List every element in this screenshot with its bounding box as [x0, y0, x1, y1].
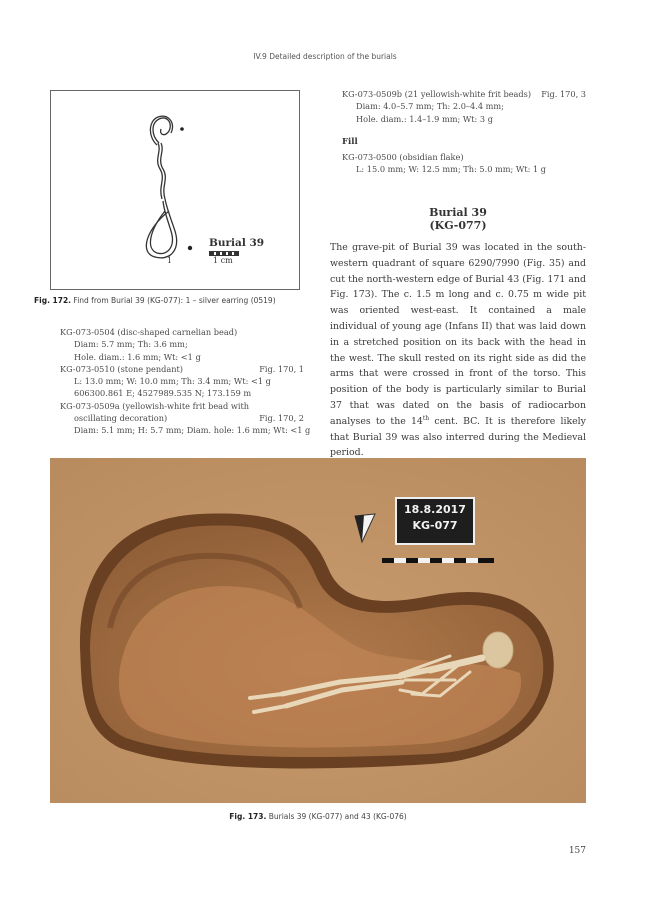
burial-heading-code: (KG-077)	[429, 219, 487, 232]
superscript: th	[422, 414, 430, 422]
left-catalogue	[60, 326, 311, 437]
figure-reference: Fig. 170, 3	[541, 89, 586, 99]
catalogue-entry-title: KG-073-0509b (21 yellowish-white frit beads)	[342, 89, 532, 99]
scale-label: 1 cm	[213, 256, 233, 265]
item-number: 1	[167, 256, 173, 265]
figure-172-caption	[34, 296, 324, 305]
catalogue-entry-head	[60, 363, 304, 375]
catalogue-entry-line	[60, 412, 304, 424]
burial-heading	[330, 206, 586, 232]
catalogue-entry-head: KG-073-0500 (obsidian flake)	[342, 152, 464, 163]
drawing-title: Burial 39	[209, 237, 265, 249]
catalogue-entry-line: Hole. diam.: 1.4–1.9 mm; Wt: 3 g	[356, 113, 493, 124]
figure-173-photo	[50, 458, 586, 803]
figure-172-label: Fig. 172.	[34, 296, 72, 305]
paragraph-1	[330, 240, 586, 461]
catalogue-entry-line: 606300.861 E; 4527989.535 N; 173.159 m	[74, 388, 252, 399]
excavation-photo	[50, 458, 586, 803]
paragraph-1-part-b: cent. BC. It is therefore likely that Burial 39 was also interred during the Medieval period.	[330, 415, 586, 459]
photo-board-code: KG-077	[412, 519, 458, 532]
burial-heading-title: Burial 39	[429, 206, 487, 219]
catalogue-entry-head: KG-073-0504 (disc-shaped carnelian bead)	[60, 327, 238, 337]
catalogue-entry-line: L: 15.0 mm; W: 12.5 mm; Th: 5.0 mm; Wt: 1 g	[356, 164, 547, 175]
figure-172-text: Find from Burial 39 (KG-077): 1 – silver earring (0519)	[73, 296, 276, 305]
figure-173-text: Burials 39 (KG-077) and 43 (KG-076)	[268, 812, 407, 821]
running-head: IV.9 Detailed description of the burials	[253, 52, 397, 61]
figure-173-caption	[50, 812, 586, 821]
catalogue-entry-line: Diam: 5.7 mm; Th: 3.6 mm;	[74, 339, 188, 350]
catalogue-entry-line: Hole. diam.: 1.6 mm; Wt: <1 g	[74, 351, 201, 362]
photo-board-date: 18.8.2017	[404, 503, 466, 516]
paragraph-1-part-a: The grave-pit of Burial 39 was located in the south-western quadrant of square 6290/7990 (Fig. 35) and cut the north-western edge of Burial 43 (Fig. 171 and Fig. 173). The c. 1.5 m long and c. 0.75 m wide pit was oriented west-east. It contained a male individual of young age (Infans II) that was laid down in a stretched position on its back with the head in the west. The skull rested on its right side as did the arms that were crossed in front of the torso. This position of the body is particularly similar to Burial 37 that was dated on the basis of radiocarbon analyses to the 14	[330, 242, 586, 427]
catalogue-entry-head	[342, 88, 586, 100]
figure-172-drawing	[50, 90, 300, 290]
right-catalogue	[342, 88, 586, 176]
catalogue-entry-title-cont: oscillating decoration)	[74, 413, 168, 424]
figure-reference: Fig. 170, 2	[259, 413, 304, 424]
catalogue-entry-line: Diam: 4.0–5.7 mm; Th: 2.0–4.4 mm;	[356, 101, 504, 112]
fill-heading: Fill	[342, 136, 358, 147]
catalogue-entry-head: KG-073-0509a (yellowish-white frit bead with	[60, 400, 250, 411]
catalogue-entry-title: KG-073-0510 (stone pendant)	[60, 363, 183, 374]
catalogue-entry-line: L: 13.0 mm; W: 10.0 mm; Th: 3.4 mm; Wt: <1 g	[74, 376, 271, 387]
figure-173-label: Fig. 173.	[229, 812, 267, 821]
earring-drawing	[51, 91, 299, 289]
figure-reference: Fig. 170, 1	[259, 363, 304, 374]
catalogue-entry-line: Diam: 5.1 mm; H: 5.7 mm; Diam. hole: 1.6 mm; Wt: <1 g	[74, 425, 311, 436]
page-number: 157	[568, 846, 586, 856]
